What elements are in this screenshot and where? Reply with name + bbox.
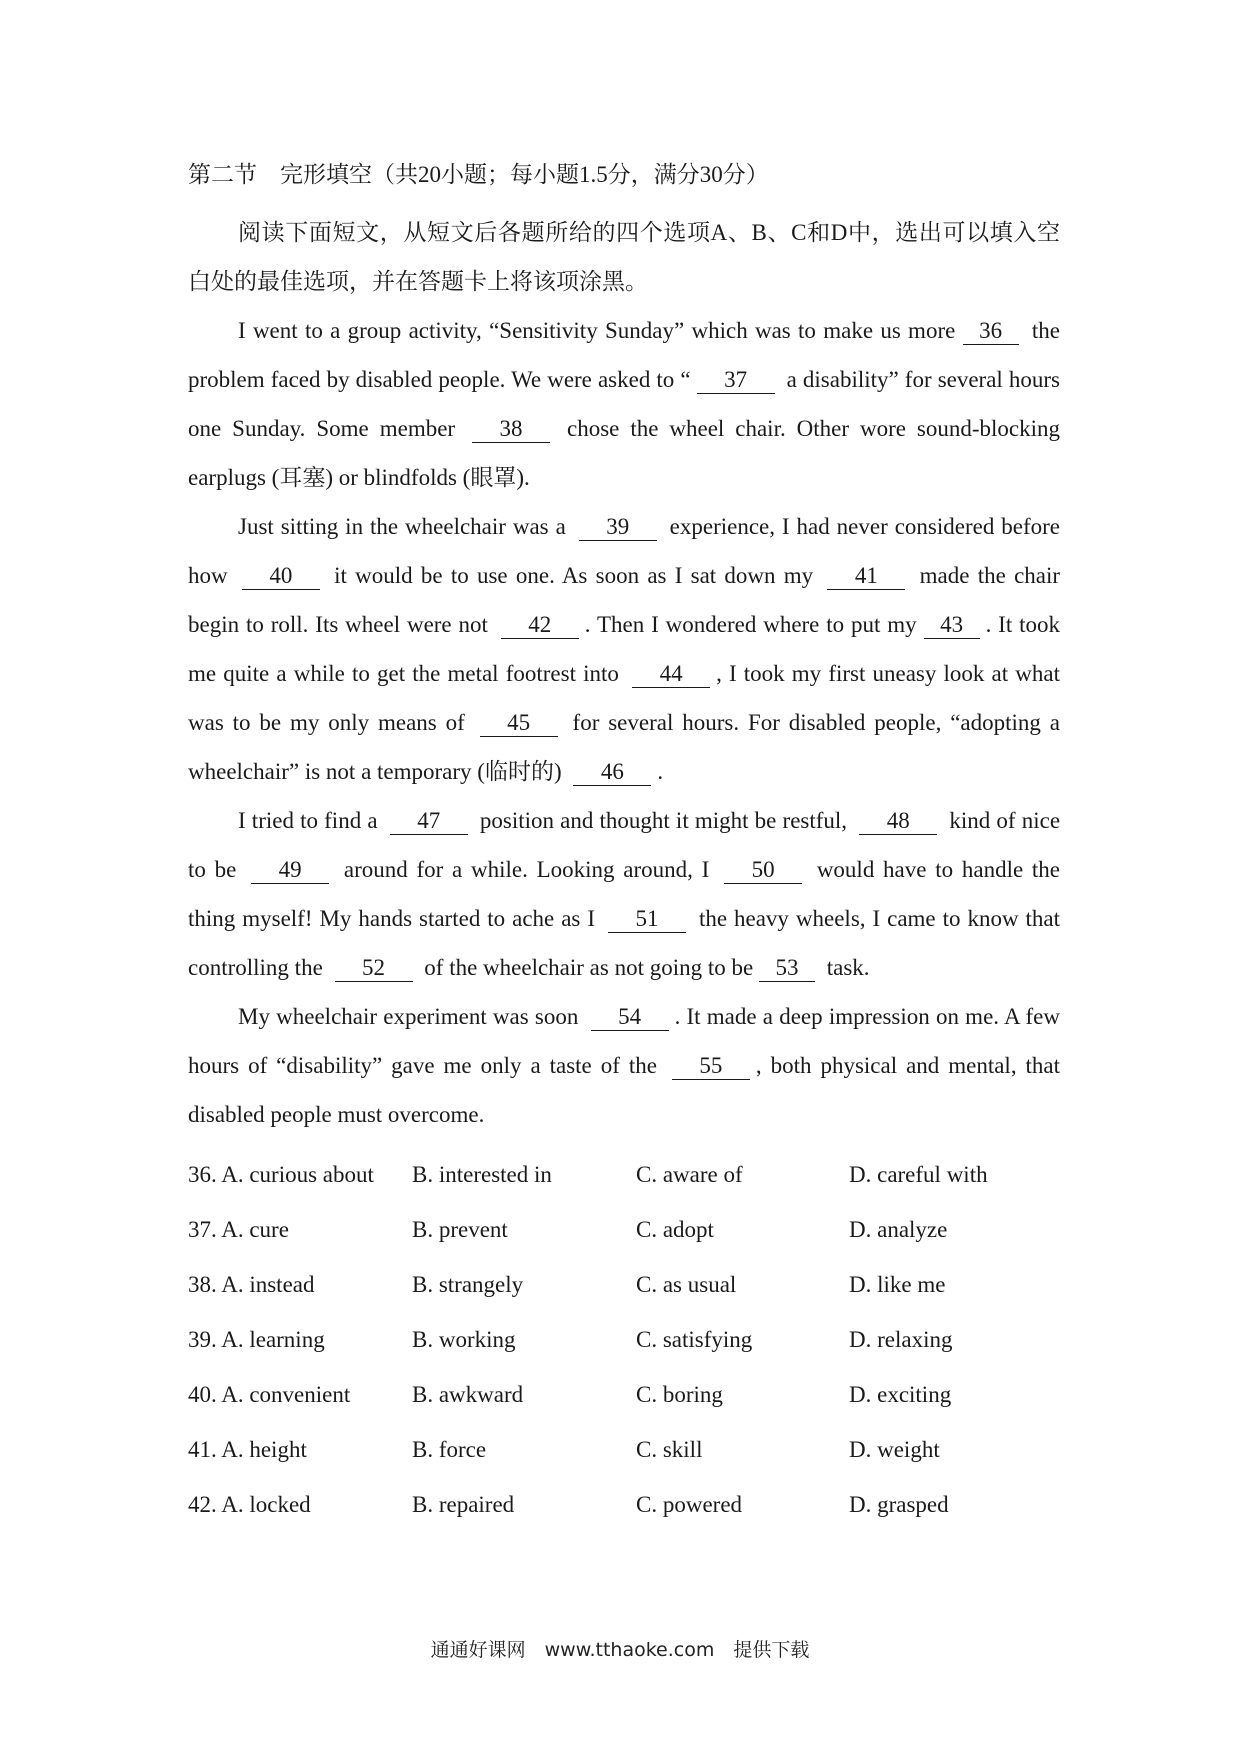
passage-text: position and thought it might be restful, — [479, 808, 848, 833]
option-b: B. strangely — [412, 1272, 524, 1297]
option-d: D. exciting — [849, 1382, 952, 1407]
blank-48: 48 — [859, 808, 937, 835]
passage-paragraph-4 — [188, 992, 1060, 1139]
options-row-37 — [188, 1202, 1060, 1257]
passage-text: I went to a group activity, “Sensitivity Sunday” which was to make us more — [238, 318, 956, 343]
options-row-41 — [188, 1422, 1060, 1477]
blank-47: 47 — [390, 808, 468, 835]
passage-paragraph-1 — [188, 306, 1060, 502]
options-list — [188, 1147, 1060, 1532]
passage-text: of the wheelchair as not going to be — [424, 955, 754, 980]
option-c: C. boring — [636, 1382, 723, 1407]
option-a: 38. A. instead — [188, 1272, 315, 1297]
option-b: B. working — [412, 1327, 516, 1352]
option-b: B. repaired — [412, 1492, 515, 1517]
blank-46: 46 — [573, 759, 651, 786]
page-footer: 通通好课网 www.tthaoke.com 提供下载 — [430, 1639, 810, 1661]
option-c: C. as usual — [636, 1272, 737, 1297]
option-d: D. like me — [849, 1272, 946, 1297]
blank-44: 44 — [632, 661, 710, 688]
passage-text: kind of nice to be — [188, 808, 1061, 882]
options-row-40 — [188, 1367, 1060, 1422]
option-a: 39. A. learning — [188, 1327, 325, 1352]
option-a: 42. A. locked — [188, 1492, 311, 1517]
option-c: C. powered — [636, 1492, 743, 1517]
blank-38: 38 — [472, 416, 550, 443]
passage-paragraph-2 — [188, 502, 1060, 796]
option-d: D. careful with — [849, 1162, 988, 1187]
passage-text: would have to handle the thing myself! My hands started to ache as I — [188, 857, 1061, 931]
option-d: D. grasped — [849, 1492, 949, 1517]
option-d: D. analyze — [849, 1217, 948, 1242]
passage-text: the heavy wheels, I came to know that controlling the — [188, 906, 1061, 980]
blank-43: 43 — [924, 612, 980, 639]
option-c: C. aware of — [636, 1162, 743, 1187]
blank-45: 45 — [480, 710, 558, 737]
blank-55: 55 — [672, 1053, 750, 1080]
blank-50: 50 — [724, 857, 802, 884]
section-title: 第二节 完形填空（共20小题；每小题1.5分，满分30分） — [188, 162, 769, 187]
option-c: C. adopt — [636, 1217, 714, 1242]
blank-40: 40 — [242, 563, 320, 590]
instructions: 阅读下面短文，从短文后各题所给的四个选项A、B、C和D中，选出可以填入空白处的最佳选项，并在答题卡上将该项涂黑。 — [188, 220, 1060, 294]
passage-text: , I took my first uneasy look at what was to be my only means of — [188, 661, 1061, 735]
blank-49: 49 — [251, 857, 329, 884]
passage-text: made the chair begin to roll. Its wheel were not — [188, 563, 1061, 637]
option-c: C. skill — [636, 1437, 703, 1462]
passage-text: it would be to use one. As soon as I sat down my — [334, 563, 814, 588]
passage-text: task. — [826, 955, 870, 980]
blank-36: 36 — [963, 318, 1019, 345]
passage-text: I tried to find a — [238, 808, 378, 833]
blank-39: 39 — [579, 514, 657, 541]
passage-text: . Then I wondered where to put my — [584, 612, 917, 637]
passage-text: . It took me quite a while to get the metal footrest into — [188, 612, 1060, 686]
options-row-38 — [188, 1257, 1060, 1312]
passage-text: around for a while. Looking around, I — [343, 857, 710, 882]
option-b: B. awkward — [412, 1382, 524, 1407]
passage-text: . It made a deep impression on me. A few hours of “disability” gave me only a taste of the — [188, 1004, 1061, 1078]
option-b: B. force — [412, 1437, 487, 1462]
blank-41: 41 — [827, 563, 905, 590]
passage-text: Just sitting in the wheelchair was a — [238, 514, 566, 539]
exam-page — [188, 160, 1060, 1532]
passage-text: experience, I had never considered before how — [188, 514, 1060, 588]
passage-text: chose the wheel chair. Other wore sound-blocking earplugs (耳塞) or blindfolds (眼罩). — [188, 416, 1061, 490]
passage-text: a disability” for several hours one Sunday. Some member — [188, 367, 1060, 441]
blank-42: 42 — [501, 612, 579, 639]
blank-52: 52 — [335, 955, 413, 982]
blank-53: 53 — [759, 955, 815, 982]
passage-text: for several hours. For disabled people, “adopting a wheelchair” is not a temporary (临时的) — [188, 710, 1061, 784]
option-d: D. relaxing — [849, 1327, 953, 1352]
blank-51: 51 — [608, 906, 686, 933]
options-row-39 — [188, 1312, 1060, 1367]
option-a: 36. A. curious about — [188, 1162, 374, 1187]
passage-text: the problem faced by disabled people. We were asked to “ — [188, 318, 1061, 392]
passage-text: , both physical and mental, that disabled people must overcome. — [188, 1053, 1061, 1127]
option-b: B. prevent — [412, 1217, 508, 1242]
option-c: C. satisfying — [636, 1327, 753, 1352]
passage-text: . — [657, 759, 664, 784]
option-a: 37. A. cure — [188, 1217, 289, 1242]
option-b: B. interested in — [412, 1162, 552, 1187]
blank-54: 54 — [591, 1004, 669, 1031]
option-d: D. weight — [849, 1437, 940, 1462]
passage-paragraph-3 — [188, 796, 1060, 992]
option-a: 41. A. height — [188, 1437, 307, 1462]
option-a: 40. A. convenient — [188, 1382, 351, 1407]
passage-text: My wheelchair experiment was soon — [238, 1004, 579, 1029]
options-row-42 — [188, 1477, 1060, 1532]
blank-37: 37 — [697, 367, 775, 394]
options-row-36 — [188, 1147, 1060, 1202]
